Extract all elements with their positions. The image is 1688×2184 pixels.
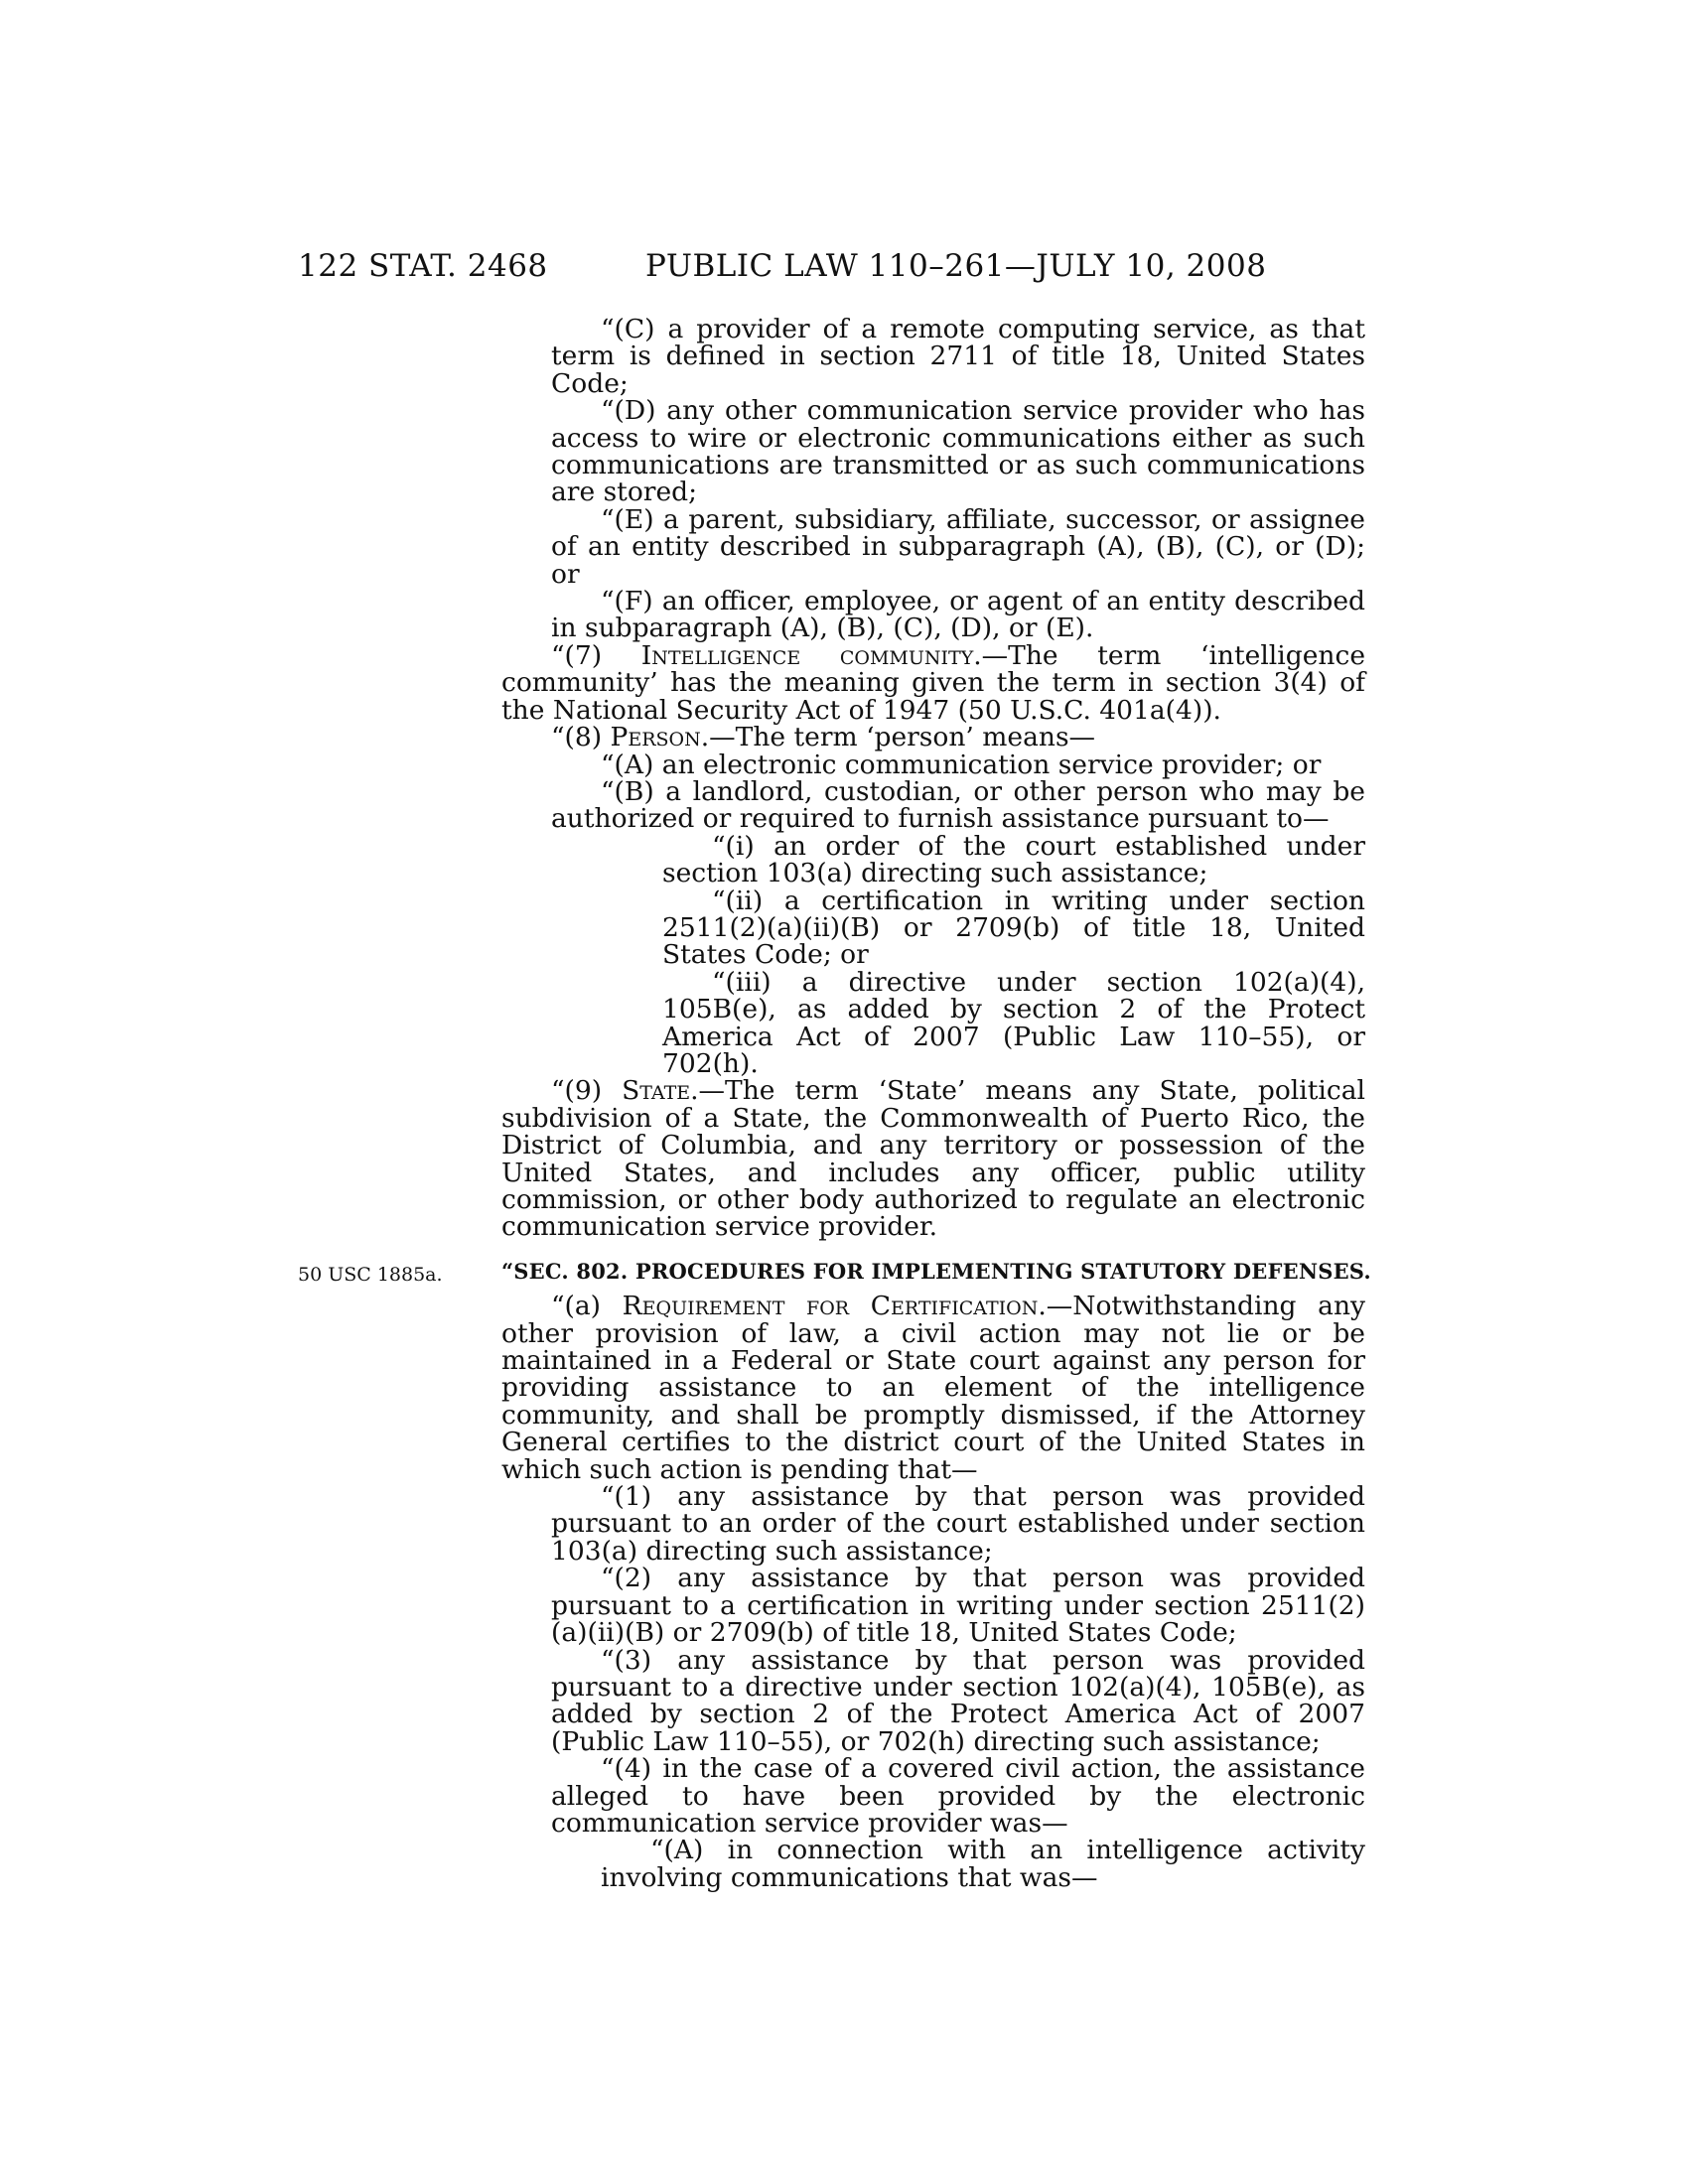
subsection-a-4: “(4) in the case of a covered civil action, the assistance alleged to have been provided by the electronic communication service provider was—	[551, 1753, 1365, 1839]
definition-7	[501, 639, 1365, 726]
subsection-a-prefix: “(a)	[551, 1291, 623, 1322]
subsection-a	[501, 1293, 1365, 1483]
definition-7-text: .—The term ‘intelligence community’ has the meaning given the term in section 3(4) of the National Security Act of 1947 (50 U.S.C. 401a(4)).	[501, 639, 1365, 726]
definition-8-text: .—The term ‘person’ means—	[700, 722, 1096, 753]
definition-7-prefix: “(7)	[551, 639, 641, 671]
subsection-a-heading: Requirement for Certification	[622, 1291, 1039, 1322]
definition-8B: “(B) a landlord, custodian, or other person who may be authorized or required to furnish assistance pursuant to—	[551, 775, 1365, 835]
document-body	[298, 314, 1371, 1893]
definition-7-heading: Intelligence community	[640, 639, 974, 671]
section-heading: “SEC. 802. PROCEDURES FOR IMPLEMENTING STATUTORY DEFENSES.	[501, 1258, 1371, 1284]
paragraph-6F: “(F) an officer, employee, or agent of an entity described in subparagraph (A), (B), (C), (D), or (E).	[551, 586, 1365, 644]
paragraph-6D: “(D) any other communication service provider who has access to wire or electronic communications either as such communications are transmitted or as such communications are stored;	[551, 395, 1365, 508]
definition-8-heading: Person	[610, 722, 701, 753]
subsection-a-3: “(3) any assistance by that person was provided pursuant to a directive under section 102(a)(4), 105B(e), as added by section 2 of the Protect America Act of 2007 (Public Law 110–55), or 702(h) directing such assistance;	[551, 1644, 1365, 1757]
subsection-a-4-A: “(A) in connection with an intelligence activity involving communications that was—	[601, 1835, 1365, 1893]
paragraph-6E: “(E) a parent, subsidiary, affiliate, successor, or assignee of an entity described in subparagraph (A), (B), (C), or (D); or	[551, 503, 1365, 590]
stat-page-reference: 122 STAT. 2468	[298, 248, 548, 284]
section-802-heading-row	[298, 1258, 1371, 1286]
margin-citation: 50 USC 1885a.	[298, 1263, 443, 1286]
page-header	[298, 248, 1688, 288]
definition-8-prefix: “(8)	[551, 722, 611, 753]
definition-8B-iii: “(iii) a directive under section 102(a)(4), 105B(e), as added by section 2 of the Protect America Act of 2007 (Public Law 110–55), or 702(h).	[662, 966, 1365, 1079]
definition-9-prefix: “(9)	[551, 1075, 623, 1107]
paragraph-6C: “(C) a provider of a remote computing service, as that term is defined in section 2711 of title 18, United States Code;	[551, 314, 1365, 399]
subsection-a-text: .—Notwithstanding any other provision of law, a civil action may not lie or be maintained in a Federal or State court against any person for providing assistance to an element of the intelligence community, and shall be promptly dismissed, if the Attorney General certifies to the district court of the United States in which such action is pending that—	[501, 1291, 1365, 1485]
subsection-a-2: “(2) any assistance by that person was provided pursuant to a certification in writing under section 2511(2)(a)(ii)(B) or 2709(b) of title 18, United States Code;	[551, 1563, 1365, 1649]
definition-8B-i: “(i) an order of the court established under section 103(a) directing such assistance;	[662, 830, 1365, 889]
subsection-a-1: “(1) any assistance by that person was provided pursuant to an order of the court established under section 103(a) directing such assistance;	[551, 1481, 1365, 1567]
definition-8B-ii: “(ii) a certification in writing under section 2511(2)(a)(ii)(B) or 2709(b) of title 18, United States Code; or	[662, 885, 1365, 971]
definition-9	[501, 1075, 1365, 1243]
running-head-law-title: PUBLIC LAW 110–261—JULY 10, 2008	[645, 248, 1267, 284]
definition-9-text: .—The term ‘State’ means any State, political subdivision of a State, the Commonwealth of Puerto Rico, the District of Columbia, and any territory or possession of the United States, and includes any officer, public utility commission, or other body authorized to regulate an electronic communication service provider.	[501, 1075, 1365, 1243]
definition-9-heading: State	[622, 1075, 691, 1107]
definition-8A: “(A) an electronic communication service provider; or	[601, 749, 1322, 780]
definition-8	[501, 724, 1365, 751]
